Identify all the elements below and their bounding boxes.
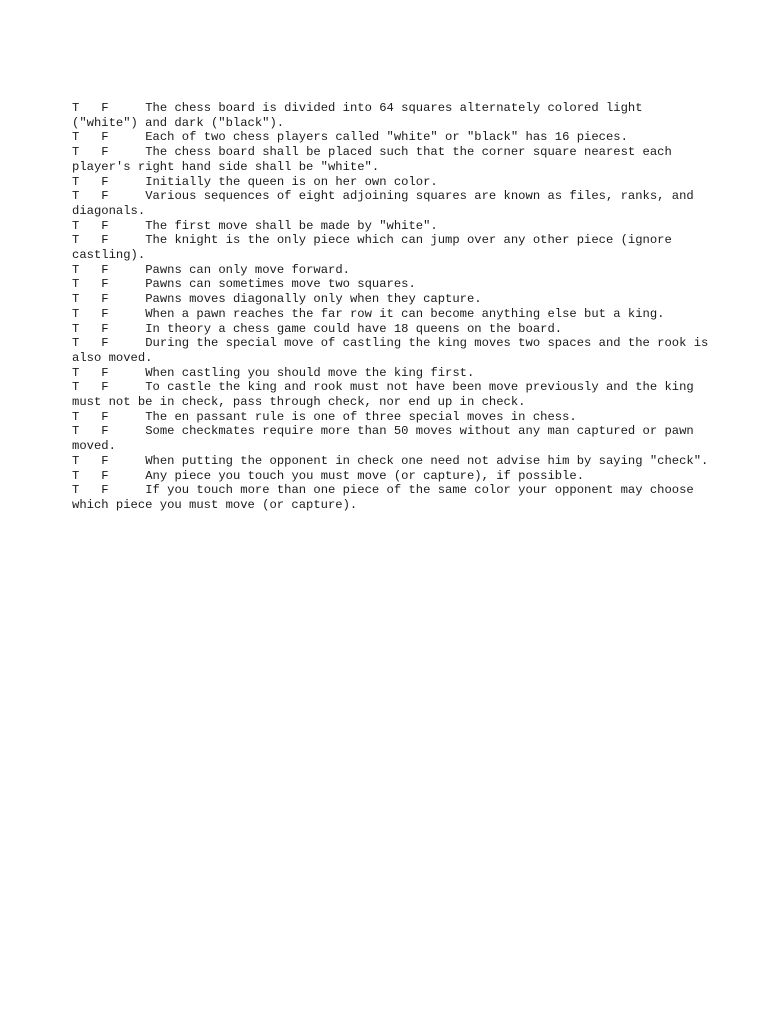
true-marker: T	[72, 365, 80, 380]
question-item	[72, 175, 712, 190]
false-marker: F	[101, 292, 109, 307]
question-text: When a pawn reaches the far row it can become anything else but a king.	[145, 306, 665, 321]
true-marker: T	[72, 483, 80, 498]
false-marker: F	[101, 409, 109, 424]
question-text: The chess board is divided into 64 squares alternately colored light ("white") and dark ("black").	[72, 101, 650, 130]
question-text: When castling you should move the king first.	[145, 365, 475, 380]
question-text: Each of two chess players called "white" or "black" has 16 pieces.	[145, 130, 628, 145]
question-text: If you touch more than one piece of the same color your opponent may choose which piece you must move (or capture).	[72, 483, 702, 512]
true-marker: T	[72, 130, 80, 145]
true-marker: T	[72, 145, 80, 160]
question-text: The chess board shall be placed such that the corner square nearest each player's right hand side shall be "white".	[72, 145, 680, 174]
true-marker: T	[72, 380, 80, 395]
question-item	[72, 145, 712, 174]
true-marker: T	[72, 306, 80, 321]
question-text: Pawns can only move forward.	[145, 262, 350, 277]
question-text: Initially the queen is on her own color.	[145, 174, 438, 189]
false-marker: F	[101, 145, 109, 160]
question-text: Pawns can sometimes move two squares.	[145, 277, 416, 292]
true-marker: T	[72, 233, 80, 248]
false-marker: F	[101, 218, 109, 233]
true-marker: T	[72, 453, 80, 468]
question-item	[72, 277, 712, 292]
true-marker: T	[72, 321, 80, 336]
true-marker: T	[72, 174, 80, 189]
true-marker: T	[72, 101, 80, 115]
question-text: The en passant rule is one of three special moves in chess.	[145, 409, 577, 424]
false-marker: F	[101, 233, 109, 248]
false-marker: F	[101, 262, 109, 277]
question-item	[72, 366, 712, 381]
question-item	[72, 292, 712, 307]
true-marker: T	[72, 262, 80, 277]
question-item	[72, 469, 712, 484]
true-marker: T	[72, 409, 80, 424]
question-text: The knight is the only piece which can jump over any other piece (ignore castling).	[72, 233, 680, 263]
false-marker: F	[101, 365, 109, 380]
question-item	[72, 424, 712, 453]
question-text: Pawns moves diagonally only when they capture.	[145, 292, 482, 307]
question-text: During the special move of castling the king moves two spaces and the rook is also moved.	[72, 336, 716, 365]
false-marker: F	[101, 336, 109, 351]
question-item	[72, 307, 712, 322]
question-item	[72, 410, 712, 425]
question-item	[72, 233, 712, 262]
quiz-document	[72, 101, 716, 513]
false-marker: F	[101, 424, 109, 439]
true-marker: T	[72, 336, 80, 351]
false-marker: F	[101, 468, 109, 483]
question-item	[72, 322, 712, 337]
question-item	[72, 380, 712, 409]
question-item	[72, 454, 712, 469]
question-text: When putting the opponent in check one need not advise him by saying "check".	[145, 453, 709, 468]
false-marker: F	[101, 277, 109, 292]
false-marker: F	[101, 130, 109, 145]
false-marker: F	[101, 483, 109, 498]
question-text: The first move shall be made by "white".	[145, 218, 438, 233]
true-marker: T	[72, 424, 80, 439]
false-marker: F	[101, 321, 109, 336]
false-marker: F	[101, 306, 109, 321]
question-text: Any piece you touch you must move (or capture), if possible.	[145, 468, 585, 483]
question-text: In theory a chess game could have 18 queens on the board.	[145, 321, 563, 336]
false-marker: F	[101, 174, 109, 189]
question-item	[72, 336, 716, 365]
question-text: Some checkmates require more than 50 moves without any man captured or pawn moved.	[72, 424, 702, 454]
true-marker: T	[72, 292, 80, 307]
false-marker: F	[101, 453, 109, 468]
question-item	[72, 101, 712, 130]
question-item	[72, 219, 712, 234]
question-text: Various sequences of eight adjoining squares are known as files, ranks, and diagonals.	[72, 189, 702, 218]
true-marker: T	[72, 189, 80, 204]
question-text: To castle the king and rook must not have been move previously and the king must not be in check, pass through check, nor end up in check.	[72, 380, 702, 410]
question-item	[72, 130, 712, 145]
false-marker: F	[101, 189, 109, 204]
true-marker: T	[72, 218, 80, 233]
false-marker: F	[101, 101, 109, 115]
true-marker: T	[72, 468, 80, 483]
question-item	[72, 263, 712, 278]
true-marker: T	[72, 277, 80, 292]
question-item	[72, 483, 712, 512]
question-item	[72, 189, 712, 218]
false-marker: F	[101, 380, 109, 395]
